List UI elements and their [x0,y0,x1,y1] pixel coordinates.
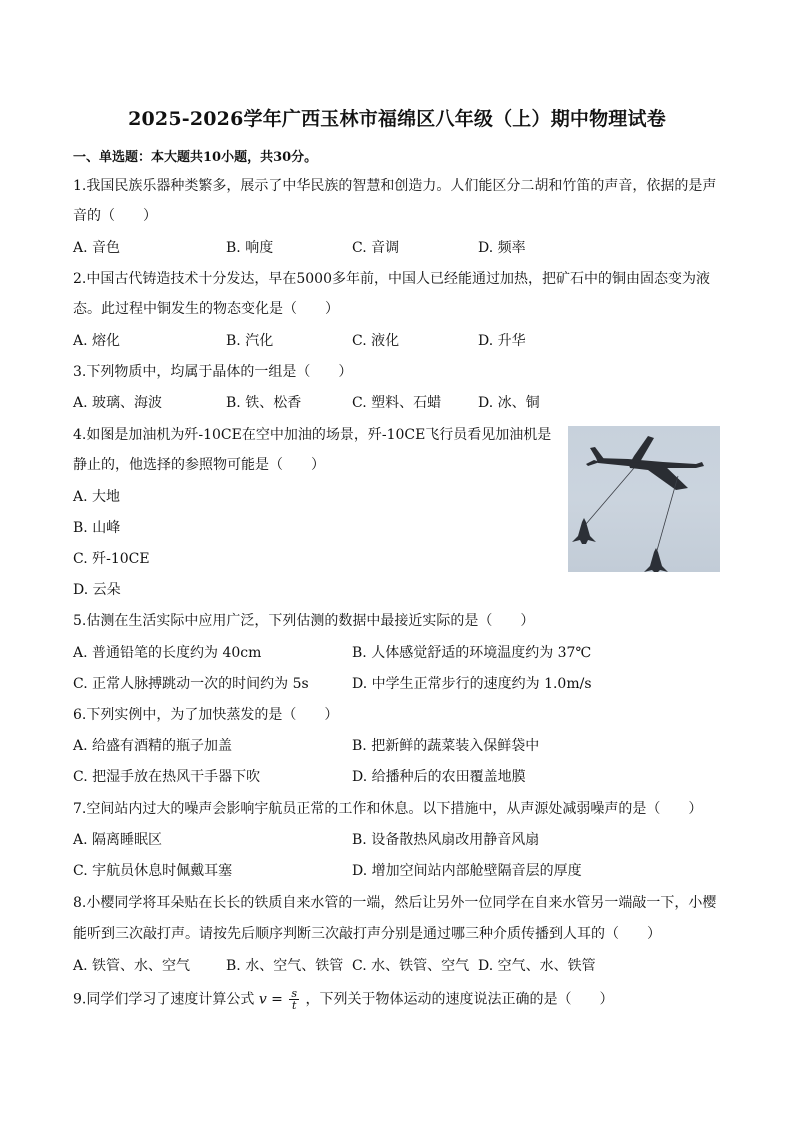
q6-option-b: B. 把新鲜的蔬菜装入保鲜袋中 [352,738,540,754]
q6-stem-line1: 6.下列实例中，为了加快蒸发的是（ ） [73,707,339,723]
q9-formula-lhs: v = [258,991,283,1008]
q6-option-c: C. 把湿手放在热风干手器下吹 [73,769,261,785]
section-heading: 一、单选题：本大题共10小题，共30分。 [73,150,318,165]
q4-option-b: B. 山峰 [73,520,121,536]
q3-option-b: B. 铁、松香 [226,395,302,411]
q9-stem-line1 [73,988,613,1011]
q2-option-a: A. 熔化 [73,333,121,349]
q8-option-b: B. 水、空气、铁管 [226,958,344,974]
q5-stem-line1: 5.估测在生活实际中应用广泛，下列估测的数据中最接近实际的是（ ） [73,613,535,629]
q4-stem-line2: 静止的，他选择的参照物可能是（ ） [73,457,325,473]
q5-option-a: A. 普通铅笔的长度约为 40cm [73,645,262,661]
q1-option-c: C. 音调 [352,240,400,256]
q1-option-d: D. 频率 [478,240,526,256]
q9-formula-denominator: t [291,999,297,1012]
q4-stem-line1: 4.如图是加油机为歼-10CE在空中加油的场景，歼-10CE飞行员看见加油机是 [73,427,552,443]
refueling-aircraft-image [568,426,720,572]
q8-option-c: C. 水、铁管、空气 [352,958,470,974]
q9-stem-prefix: 9.同学们学习了速度计算公式 [73,991,255,1008]
q7-stem-line1: 7.空间站内过大的噪声会影响宇航员正常的工作和休息。以下措施中，从声源处减弱噪声的是（ ） [73,801,703,817]
q9-stem-suffix: ，下列关于物体运动的速度说法正确的是（ ） [305,991,614,1008]
q3-option-a: A. 玻璃、海波 [73,395,163,411]
q4-option-c: C. 歼-10CE [73,551,150,567]
q6-option-a: A. 给盛有酒精的瓶子加盖 [73,738,233,754]
q2-stem-line1: 2.中国古代铸造技术十分发达，早在5000多年前，中国人已经能通过加热，把矿石中的铜由固态变为液 [73,271,710,287]
q8-option-a: A. 铁管、水、空气 [73,958,191,974]
q3-option-d: D. 冰、铜 [478,395,540,411]
q1-stem-line2: 音的（ ） [73,208,157,224]
q2-option-b: B. 汽化 [226,333,274,349]
q2-option-c: C. 液化 [352,333,400,349]
page-title: 2025-2026学年广西玉林市福绵区八年级（上）期中物理试卷 [128,108,666,130]
q2-option-d: D. 升华 [478,333,526,349]
q9-formula-numerator: s [291,987,298,1000]
q2-stem-line2: 态。此过程中铜发生的物态变化是（ ） [73,301,339,317]
q1-option-b: B. 响度 [226,240,274,256]
q3-stem-line1: 3.下列物质中，均属于晶体的一组是（ ） [73,364,353,380]
q5-option-c: C. 正常人脉搏跳动一次的时间约为 5s [73,676,309,692]
q7-option-d: D. 增加空间站内部舱壁隔音层的厚度 [352,863,582,879]
q1-stem-line1: 1.我国民族乐器种类繁多，展示了中华民族的智慧和创造力。人们能区分二胡和竹笛的声音，依据的是声 [73,178,717,194]
q8-stem-line2: 能听到三次敲打声。请按先后顺序判断三次敲打声分别是通过哪三种介质传播到人耳的（ ） [73,926,661,942]
q5-option-b: B. 人体感觉舒适的环境温度约为 37℃ [352,645,592,661]
q4-option-d: D. 云朵 [73,582,121,598]
q8-stem-line1: 8.小樱同学将耳朵贴在长长的铁质自来水管的一端，然后让另外一位同学在自来水管另一端敲一下，小樱 [73,895,717,911]
q9-formula-fraction [289,988,299,1011]
q1-option-a: A. 音色 [73,240,121,256]
q7-option-c: C. 宇航员休息时佩戴耳塞 [73,863,233,879]
q5-option-d: D. 中学生正常步行的速度约为 1.0m/s [352,676,592,692]
q3-option-c: C. 塑料、石蜡 [352,395,442,411]
q7-option-a: A. 隔离睡眠区 [73,832,163,848]
q6-option-d: D. 给播种后的农田覆盖地膜 [352,769,526,785]
q7-option-b: B. 设备散热风扇改用静音风扇 [352,832,540,848]
q8-option-d: D. 空气、水、铁管 [478,958,596,974]
q4-option-a: A. 大地 [73,489,121,505]
